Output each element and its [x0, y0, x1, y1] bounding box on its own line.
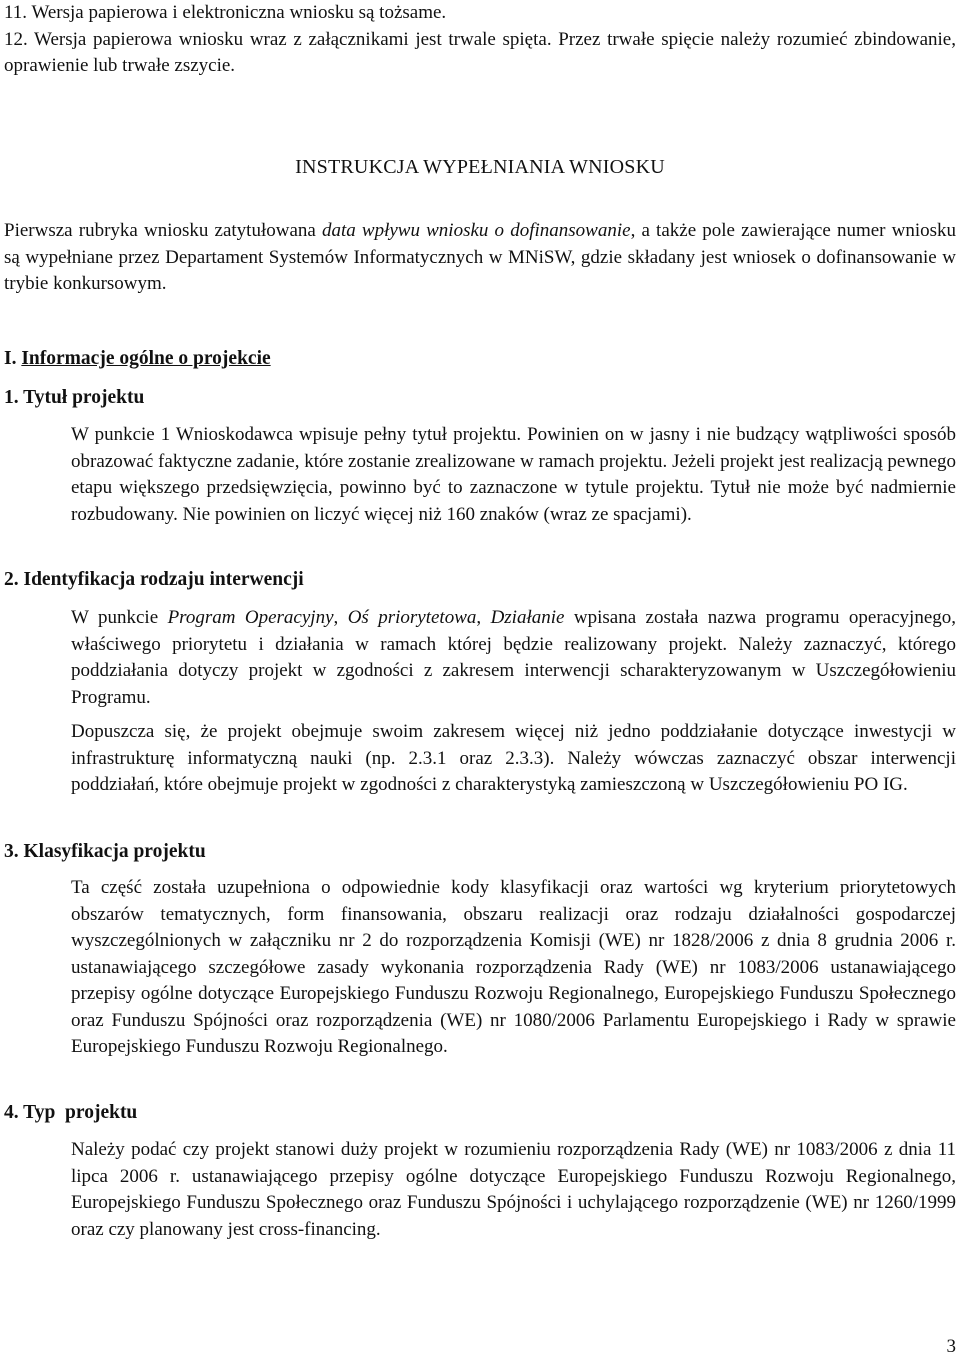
list-item: 11. Wersja papierowa i elektroniczna wniosku są tożsame.	[4, 2, 447, 23]
item2-italic-program: Program Operacyjny	[167, 607, 334, 628]
intro-text-after: , a także pole zawierające numer wniosku są wypełniane przez Departament Systemów Informatycznych w MNiSW, gdzie składany jest wniosek o dofinansowanie w trybie konkursowym.	[4, 220, 957, 294]
item2-text-d: wpisana została nazwa programu operacyjnego, właściwego priorytetu i działania w ramach której będzie realizowany projekt. Należy zaznaczyć, którego poddziałania dotyczy projekt w zgodności z zakresem interwencji scharakteryzowanym w Uszczegółowieniu Programu.	[71, 607, 956, 708]
item2-italic-action: Działanie	[490, 607, 565, 628]
intro-paragraph	[4, 218, 956, 298]
page-number: 3	[946, 1335, 956, 1357]
section-heading	[4, 346, 271, 373]
item2-italic-axis: Oś priorytetowa	[347, 607, 477, 628]
page-title: INSTRUKCJA WYPEŁNIANIA WNIOSKU	[295, 156, 665, 178]
item2-text-b: ,	[333, 607, 348, 628]
item2-paragraph-1	[71, 605, 956, 711]
intro-text-before: Pierwsza rubryka wniosku zatytułowana	[4, 220, 322, 241]
section-title: Informacje ogólne o projekcie	[21, 348, 271, 369]
item2-heading: 2. Identyfikacja rodzaju interwencji	[4, 569, 304, 590]
item4-paragraph: Należy podać czy projekt stanowi duży projekt w rozumieniu rozporządzenia Rady (WE) nr 1083/2006 z dnia 11 lipca 2006 r. ustanawiającego przepisy ogólne dotyczące Europejskiego Funduszu Rozwoju Regionalnego, Europejskiego Funduszu Społecznego oraz Funduszu Spójności i uchylającego rozporządzenie (WE) nr 1260/1999 oraz czy planowany jest cross-financing.	[71, 1139, 956, 1240]
item3-paragraph: Ta część została uzupełniona o odpowiednie kody klasyfikacji oraz wartości wg kryterium priorytetowych obszarów tematycznych, form finansowania, obszaru realizacji oraz rodzaju działalności gospodarczej wyszczególnionych w załączniku nr 2 do rozporządzenia Komisji (WE) nr 1828/2006 z dnia 8 grudnia 2006 r. ustanawiającego szczegółowe zasady wykonania rozporządzenia Rady (WE) nr 1083/2006 ustanawiającego przepisy ogólne dotyczące Europejskiego Funduszu Rozwoju Regionalnego, Europejskiego Funduszu Społecznego oraz Funduszu Spójności oraz rozporządzenia (WE) nr 1080/2006 Parlamentu Europejskiego i Rady w sprawie Europejskiego Funduszu Rozwoju Regionalnego.	[71, 877, 956, 1057]
top-list	[4, 0, 956, 80]
item1-heading: 1. Tytuł projektu	[4, 387, 145, 408]
list-item: 12. Wersja papierowa wniosku wraz z załącznikami jest trwale spięta. Przez trwałe spięcie należy rozumieć zbindowanie, oprawienie lub trwałe zszycie.	[4, 28, 956, 76]
item3-heading: 3. Klasyfikacja projektu	[4, 841, 206, 862]
item2-text-a: W punkcie	[71, 607, 168, 628]
item4-heading: 4. Typ projektu	[4, 1102, 138, 1123]
item2-paragraph-2: Dopuszcza się, że projekt obejmuje swoim zakresem więcej niż jedno poddziałanie dotyczące inwestycji w infrastrukturę informatyczną nauki (np. 2.3.1 oraz 2.3.3). Należy wówczas zaznaczyć obszar interwencji poddziałań, które obejmuje projekt w zgodności z charakterystyką zamieszczoną w Uszczegółowieniu PO IG.	[71, 721, 956, 795]
intro-italic: data wpływu wniosku o dofinansowanie	[321, 220, 631, 241]
item1-paragraph: W punkcie 1 Wnioskodawca wpisuje pełny tytuł projektu. Powinien on w jasny i nie budzący wątpliwości sposób obrazować faktyczne zadanie, które zostanie zrealizowane w ramach projektu. Jeżeli projekt jest realizacją pewnego etapu większego przedsięwzięcia, powinno być to zaznaczone w tytule projektu. Tytuł nie może być nadmiernie rozbudowany. Nie powinien on liczyć więcej niż 160 znaków (wraz ze spacjami).	[71, 424, 956, 525]
section-number: I.	[4, 348, 17, 369]
item2-text-c: ,	[476, 607, 491, 628]
